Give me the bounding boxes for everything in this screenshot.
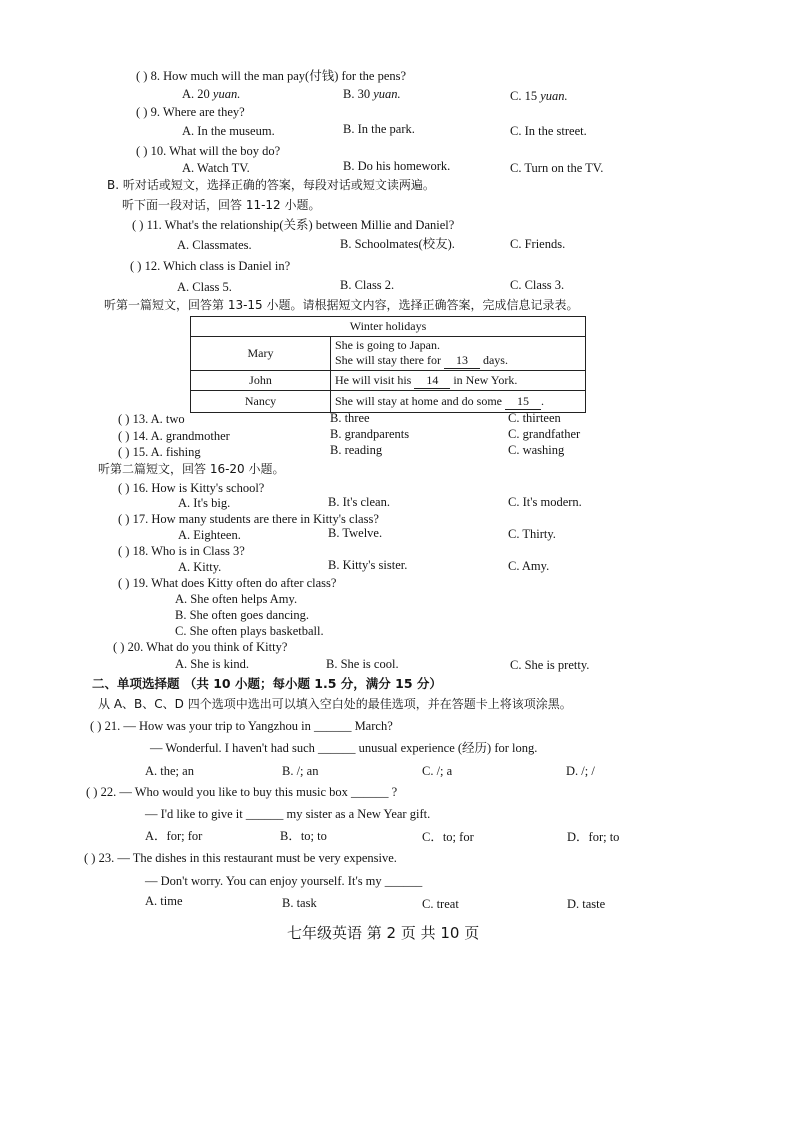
q13-option-c: C. thirteen: [508, 411, 561, 425]
dialogue-intro: 听下面一段对话，回答 11-12 小题。: [122, 198, 321, 212]
passage2-intro: 听第二篇短文，回答 16-20 小题。: [98, 462, 285, 476]
q9-option-b: B. In the park.: [343, 122, 415, 136]
q21-option-b: B. /; an: [282, 764, 319, 778]
q14-stem: ( ) 14. A. grandmother: [118, 429, 230, 443]
john-post: in New York.: [453, 372, 518, 387]
q14-option-b: B. grandparents: [330, 427, 410, 441]
q20-option-c: C. She is pretty.: [510, 658, 590, 672]
q12-option-a: A. Class 5.: [177, 280, 232, 294]
q14-option-c: C. grandfather: [508, 427, 581, 441]
q19-stem: ( ) 19. What does Kitty often do after class?: [118, 576, 337, 590]
blank-15: 15: [505, 394, 541, 410]
nancy-post: .: [540, 393, 544, 408]
table-name-john: John: [191, 371, 331, 391]
q9-stem: ( ) 9. Where are they?: [136, 105, 245, 119]
q11-option-b: B. Schoolmates(校友).: [340, 237, 455, 251]
q23-line1: ( ) 23. — The dishes in this restaurant must be very expensive.: [84, 851, 397, 865]
q16-option-c: C. It's modern.: [508, 495, 582, 509]
blank-14: 14: [414, 373, 450, 389]
section-b-instruction: B. 听对话或短文，选择正确的答案，每段对话或短文读两遍。: [107, 178, 435, 192]
passage1-intro: 听第一篇短文，回答第 13-15 小题。请根据短文内容，选择正确答案，完成信息记录表。: [104, 298, 579, 312]
q19-option-c: C. She often plays basketball.: [175, 624, 324, 638]
nancy-pre: She will stay at home and do some: [335, 393, 502, 408]
mary-line1: She is going to Japan.: [335, 338, 440, 352]
q10-stem: ( ) 10. What will the boy do?: [136, 144, 281, 158]
q8-a-text: A. 20: [182, 87, 210, 101]
q23-line2: — Don't worry. You can enjoy yourself. It's my ______: [145, 874, 423, 888]
q17-option-a: A. Eighteen.: [178, 528, 241, 542]
q8-b-unit: yuan.: [373, 87, 401, 101]
q15-stem: ( ) 15. A. fishing: [118, 445, 201, 459]
q23-option-d: D. taste: [567, 897, 606, 911]
q10-option-c: C. Turn on the TV.: [510, 161, 604, 175]
q8-a-unit: yuan.: [212, 87, 241, 101]
q18-option-c: C. Amy.: [508, 559, 550, 573]
q9-option-c: C. In the street.: [510, 124, 587, 138]
john-pre: He will visit his: [335, 372, 412, 387]
q12-option-b: B. Class 2.: [340, 278, 395, 292]
q21-option-c: C. /; a: [422, 764, 453, 778]
q21-line2: — Wonderful. I haven't had such ______ unusual experience (经历) for long.: [150, 741, 538, 755]
mary-line2-pre: She will stay there for: [335, 353, 441, 367]
q22-line1: ( ) 22. — Who would you like to buy this music box ______ ?: [86, 785, 398, 799]
table-info-nancy: [331, 391, 586, 413]
q10-option-b: B. Do his homework.: [343, 159, 451, 173]
q12-option-c: C. Class 3.: [510, 278, 565, 292]
table-name-mary: Mary: [191, 337, 331, 371]
grammar-heading: 二、单项选择题 （共 10 小题；每小题 1.5 分，满分 15 分）: [92, 676, 442, 691]
q11-option-c: C. Friends.: [510, 237, 566, 251]
mary-line2: [335, 353, 581, 369]
q16-stem: ( ) 16. How is Kitty's school?: [118, 481, 265, 495]
q18-stem: ( ) 18. Who is in Class 3?: [118, 544, 245, 558]
q22-option-c: C．to; for: [422, 830, 474, 844]
q23-option-a: A. time: [145, 894, 183, 908]
page-footer: 七年级英语 第 2 页 共 10 页: [287, 924, 480, 942]
q16-option-a: A. It's big.: [178, 496, 231, 510]
q22-option-a: A．for; for: [145, 829, 203, 843]
table-name-nancy: Nancy: [191, 391, 331, 413]
q22-option-b: B．to; to: [280, 829, 327, 843]
q12-stem: ( ) 12. Which class is Daniel in?: [130, 259, 291, 273]
q10-option-a: A. Watch TV.: [182, 161, 250, 175]
q17-option-c: C. Thirty.: [508, 527, 556, 541]
q9-option-a: A. In the museum.: [182, 124, 275, 138]
q15-option-c: C. washing: [508, 443, 565, 457]
q8-c-unit: yuan.: [540, 89, 568, 103]
q21-line1: ( ) 21. — How was your trip to Yangzhou in ______ March?: [90, 719, 393, 733]
q22-line2: — I'd like to give it ______ my sister as a New Year gift.: [145, 807, 431, 821]
q8-option-a: [182, 87, 240, 102]
table-info-mary: [331, 337, 586, 371]
q20-stem: ( ) 20. What do you think of Kitty?: [113, 640, 288, 654]
q17-stem: ( ) 17. How many students are there in Kitty's class?: [118, 512, 379, 526]
q20-option-a: A. She is kind.: [175, 657, 249, 671]
table-info-john: [331, 371, 586, 391]
q11-option-a: A. Classmates.: [177, 238, 252, 252]
q8-c-text: C. 15: [510, 89, 538, 103]
q19-option-a: A. She often helps Amy.: [175, 592, 298, 606]
table-row: [191, 391, 586, 413]
grammar-instruction: 从 A、B、C、D 四个选项中选出可以填入空白处的最佳选项，并在答题卡上将该项涂黑。: [98, 697, 572, 711]
q23-option-c: C. treat: [422, 897, 459, 911]
q8-stem: ( ) 8. How much will the man pay(付钱) for the pens?: [136, 69, 407, 83]
q11-stem: ( ) 11. What's the relationship(关系) between Millie and Daniel?: [132, 218, 455, 232]
q16-option-b: B. It's clean.: [328, 495, 390, 509]
q21-option-a: A. the; an: [145, 764, 194, 778]
winter-holidays-table: [190, 316, 586, 413]
blank-13: 13: [444, 353, 480, 369]
q22-option-d: D．for; to: [567, 830, 620, 844]
q21-option-d: D. /; /: [566, 764, 595, 778]
q8-option-b: [343, 87, 401, 102]
table-row: [191, 371, 586, 391]
q18-option-a: A. Kitty.: [178, 560, 222, 574]
q18-option-b: B. Kitty's sister.: [328, 558, 408, 572]
q20-option-b: B. She is cool.: [326, 657, 399, 671]
q19-option-b: B. She often goes dancing.: [175, 608, 310, 622]
q17-option-b: B. Twelve.: [328, 526, 383, 540]
q13-stem: ( ) 13. A. two: [118, 412, 185, 426]
q8-b-text: B. 30: [343, 87, 371, 101]
mary-line2-post: days.: [482, 353, 508, 367]
q23-option-b: B. task: [282, 896, 317, 910]
table-title: Winter holidays: [191, 317, 586, 337]
q13-option-b: B. three: [330, 411, 370, 425]
q8-option-c: [510, 89, 568, 104]
table-row: [191, 337, 586, 371]
q15-option-b: B. reading: [330, 443, 383, 457]
